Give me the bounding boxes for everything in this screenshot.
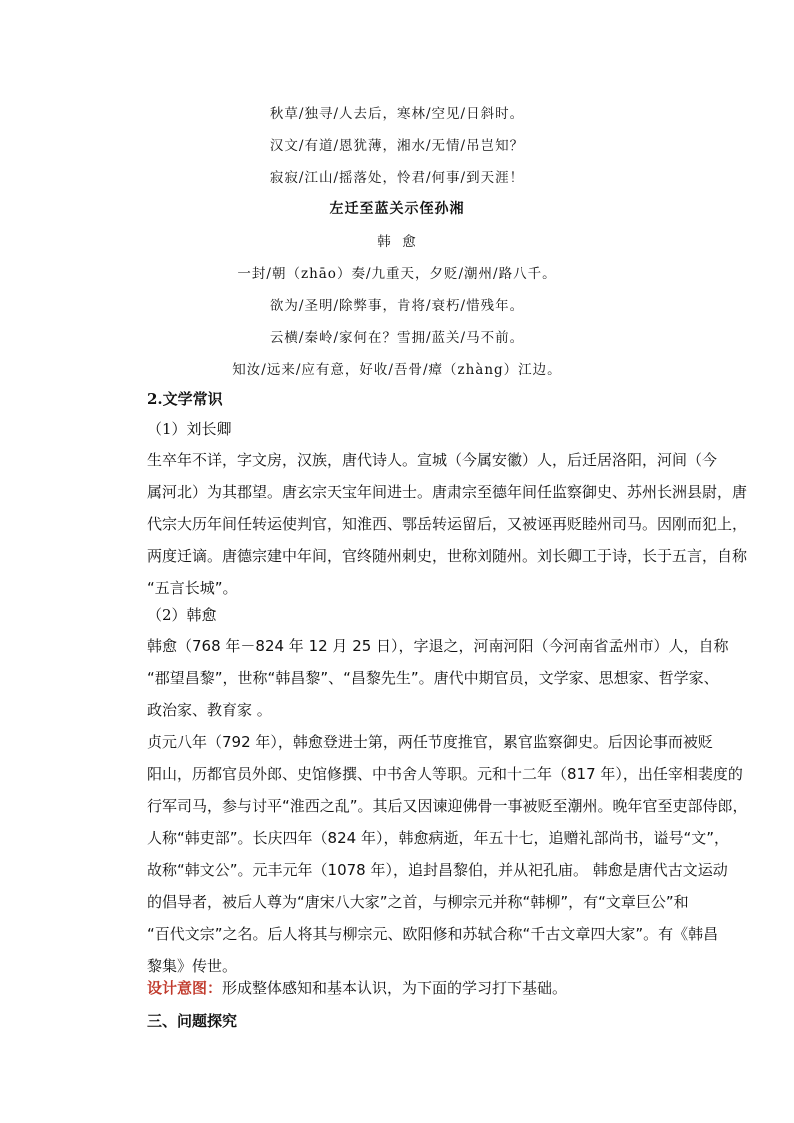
paragraph-liu bbox=[147, 444, 748, 604]
design-note-label: 设计意图： bbox=[147, 979, 223, 997]
poem1-line-3: 寂寂/江山/摇落处，怜君/何事/到天涯！ bbox=[269, 170, 525, 186]
text-line: 的倡导者，被后人尊为“唐宋八大家”之首，与柳宗元并称“韩柳”，有“文章巨公”和 bbox=[147, 893, 689, 911]
text-line: 代宗大历年间任转运使判官，知淮西、鄂岳转运留后，又被诬再贬睦州司马。因刚而犯上， bbox=[147, 515, 748, 533]
text-line: “五言长城”。 bbox=[147, 579, 238, 597]
text-line: 故称“韩文公”。元丰元年（1078 年），追封昌黎伯，并从祀孔庙。 韩愈是唐代古文运动 bbox=[147, 861, 728, 879]
text-line: 人称“韩吏部”。长庆四年（824 年），韩愈病逝，年五十七，追赠礼部尚书，谥号“文”， bbox=[147, 829, 729, 847]
text-line: 贞元八年（792 年），韩愈登进士第，两任节度推官，累官监察御史。后因论事而被贬 bbox=[147, 733, 713, 751]
poem2-line-2: 欲为/圣明/除弊事，肯将/衰朽/惜残年。 bbox=[269, 298, 525, 314]
poem2-author: 韩 愈 bbox=[377, 234, 417, 250]
poem2-line-3: 云横/秦岭/家何在？雪拥/蓝关/马不前。 bbox=[269, 330, 525, 346]
paragraph-han-2 bbox=[147, 726, 748, 982]
poem2-title: 左迁至蓝关示侄孙湘 bbox=[329, 201, 465, 217]
text-line: 政治家、教育家 。 bbox=[147, 701, 272, 719]
subheading-liu: （1）刘长卿 bbox=[147, 420, 232, 438]
poem1-line-1: 秋草/独寻/人去后，寒林/空见/日斜时。 bbox=[269, 106, 525, 122]
text-line: 两度迁谪。唐德宗建中年间，官终随州刺史，世称刘随州。刘长卿工于诗，长于五言，自称 bbox=[147, 547, 748, 565]
text-line: 阳山，历都官员外郎、史馆修撰、中书舍人等职。元和十二年（817 年），出任宰相裴度的 bbox=[147, 765, 743, 783]
paragraph-han-1 bbox=[147, 630, 729, 726]
text-line: 黎集》传世。 bbox=[147, 957, 238, 975]
text-line: 韩愈（768 年－824 年 12 月 25 日），字退之，河南河阳（今河南省孟州市）人，自称 bbox=[147, 637, 729, 655]
poem2-line-1: 一封/朝（zhāo）奏/九重天，夕贬/潮州/路八千。 bbox=[237, 266, 557, 282]
subheading-han: （2）韩愈 bbox=[147, 606, 217, 624]
design-note bbox=[147, 977, 567, 998]
text-line: 行军司马，参与讨平“淮西之乱”。其后又因谏迎佛骨一事被贬至潮州。晚年官至吏部侍郎， bbox=[147, 797, 748, 815]
poem2-line-4: 知汝/远来/应有意，好收/吾骨/瘴（zhàng）江边。 bbox=[232, 362, 562, 378]
text-line: 属河北）为其郡望。唐玄宗天宝年间进士。唐肃宗至德年间任监察御史、苏州长洲县尉，唐 bbox=[147, 483, 748, 501]
section-heading-literary: 2.文学常识 bbox=[147, 390, 223, 408]
section-heading-inquiry: 三、问题探究 bbox=[147, 1012, 238, 1030]
text-line: “郡望昌黎”，世称“韩昌黎”、“昌黎先生”。唐代中期官员，文学家、思想家、哲学家、 bbox=[147, 669, 719, 687]
design-note-text: 形成整体感知和基本认识，为下面的学习打下基础。 bbox=[222, 979, 568, 997]
poem1-line-2: 汉文/有道/恩犹薄，湘水/无情/吊岂知？ bbox=[269, 138, 525, 154]
text-line: “百代文宗”之名。后人将其与柳宗元、欧阳修和苏轼合称“千古文章四大家”。有《韩昌 bbox=[147, 925, 719, 943]
text-line: 生卒年不详，字文房，汉族，唐代诗人。宣城（今属安徽）人，后迁居洛阳，河间（今 bbox=[147, 451, 718, 469]
